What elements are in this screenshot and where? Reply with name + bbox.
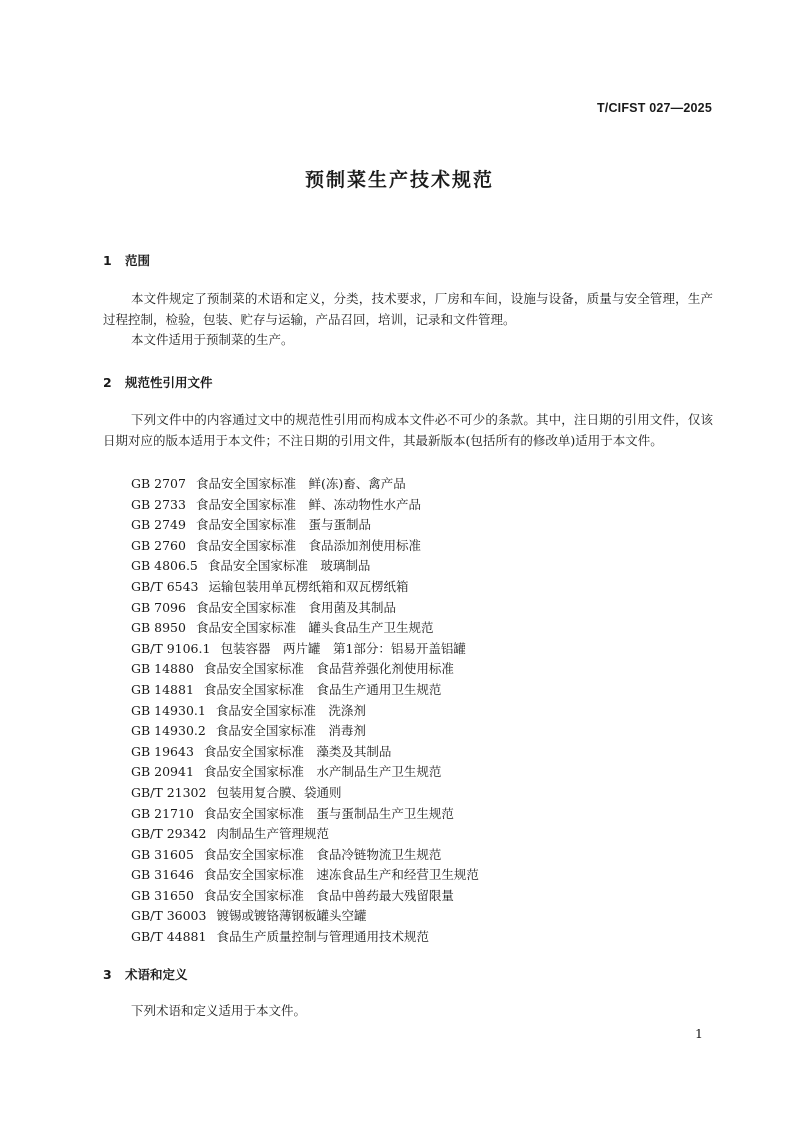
reference-title: 食品安全国家标准 食品生产通用卫生规范 bbox=[203, 681, 442, 697]
reference-code: GB 14930.1 bbox=[131, 702, 206, 718]
reference-code: GB/T 9106.1 bbox=[131, 640, 211, 656]
scope-paragraph-2: 本文件适用于预制菜的生产。 bbox=[131, 332, 294, 347]
reference-title: 食品安全国家标准 食品营养强化剂使用标准 bbox=[203, 661, 454, 677]
reference-title: 运输包装用单瓦楞纸箱和双瓦楞纸箱 bbox=[208, 578, 409, 594]
reference-code: GB 7096 bbox=[131, 599, 186, 615]
reference-title: 食品安全国家标准 速冻食品生产和经营卫生规范 bbox=[203, 867, 479, 883]
reference-item bbox=[131, 762, 479, 783]
reference-title: 包装容器 两片罐 第1部分：铝易开盖铝罐 bbox=[220, 640, 466, 656]
reference-title: 食品安全国家标准 水产制品生产卫生规范 bbox=[203, 764, 442, 780]
reference-code: GB 31605 bbox=[131, 846, 194, 862]
document-code: T/CIFST 027—2025 bbox=[596, 101, 712, 115]
reference-code: GB/T 44881 bbox=[131, 929, 207, 945]
reference-item bbox=[131, 824, 479, 845]
reference-item bbox=[131, 701, 479, 722]
reference-item bbox=[131, 598, 479, 619]
section-title: 范围 bbox=[125, 253, 151, 268]
reference-title: 食品安全国家标准 藻类及其制品 bbox=[203, 743, 392, 759]
terms-intro-paragraph: 下列术语和定义适用于本文件。 bbox=[131, 1003, 307, 1018]
reference-code: GB 2707 bbox=[131, 476, 186, 491]
reference-code: GB 8950 bbox=[131, 620, 186, 636]
reference-item bbox=[131, 556, 479, 577]
normative-intro-paragraph: 下列文件中的内容通过文中的规范性引用而构成本文件必不可少的条款。其中，注日期的引用文件，仅该日期对应的版本适用于本文件；不注日期的引用文件，其最新版本(包括所有的修改单)适用于本文件。 bbox=[103, 412, 713, 448]
reference-title: 食品安全国家标准 蛋与蛋制品 bbox=[195, 517, 371, 533]
reference-item bbox=[131, 577, 479, 598]
reference-title: 食品安全国家标准 食品冷链物流卫生规范 bbox=[203, 846, 442, 862]
reference-item bbox=[131, 865, 479, 886]
reference-title: 镀锡或镀铬薄钢板罐头空罐 bbox=[216, 908, 367, 924]
reference-code: GB/T 29342 bbox=[131, 826, 207, 842]
reference-title: 食品安全国家标准 食用菌及其制品 bbox=[195, 599, 396, 615]
reference-code: GB 14880 bbox=[131, 661, 194, 677]
reference-item bbox=[131, 886, 479, 907]
reference-code: GB 31650 bbox=[131, 887, 194, 903]
reference-title: 食品安全国家标准 玻璃制品 bbox=[207, 558, 371, 574]
reference-code: GB/T 6543 bbox=[131, 578, 199, 594]
reference-code: GB 14930.2 bbox=[131, 723, 206, 739]
reference-item bbox=[131, 927, 479, 948]
reference-code: GB/T 36003 bbox=[131, 908, 207, 924]
reference-item bbox=[131, 618, 479, 639]
reference-code: GB 21710 bbox=[131, 805, 194, 821]
reference-title: 食品安全国家标准 食品中兽药最大残留限量 bbox=[203, 887, 454, 903]
scope-paragraph-1: 本文件规定了预制菜的术语和定义，分类，技术要求，厂房和车间，设施与设备，质量与安全管理，生产过程控制，检验，包装、贮存与运输，产品召回，培训，记录和文件管理。 bbox=[103, 291, 713, 327]
reference-title: 食品安全国家标准 鲜(冻)畜、禽产品 bbox=[195, 476, 406, 491]
reference-item bbox=[131, 515, 479, 536]
reference-title: 食品安全国家标准 蛋与蛋制品生产卫生规范 bbox=[203, 805, 454, 821]
reference-title: 食品安全国家标准 罐头食品生产卫生规范 bbox=[195, 620, 434, 636]
section-heading-terms bbox=[103, 965, 188, 983]
page-title: 预制菜生产技术规范 bbox=[304, 169, 494, 191]
section-number: 2 bbox=[103, 375, 112, 390]
reference-title: 食品安全国家标准 鲜、冻动物性水产品 bbox=[195, 496, 421, 512]
reference-title: 肉制品生产管理规范 bbox=[216, 826, 329, 842]
reference-item bbox=[131, 804, 479, 825]
reference-code: GB 4806.5 bbox=[131, 558, 198, 574]
reference-code: GB 31646 bbox=[131, 867, 194, 883]
reference-item bbox=[131, 474, 479, 495]
reference-code: GB 14881 bbox=[131, 681, 194, 697]
reference-code: GB 19643 bbox=[131, 743, 194, 759]
section-title: 规范性引用文件 bbox=[125, 375, 213, 390]
reference-code: GB/T 21302 bbox=[131, 784, 207, 800]
section-heading-scope bbox=[103, 251, 150, 269]
reference-title: 食品安全国家标准 消毒剂 bbox=[215, 723, 366, 739]
reference-code: GB 2749 bbox=[131, 517, 186, 533]
reference-item bbox=[131, 845, 479, 866]
page-number: 1 bbox=[695, 1026, 703, 1041]
reference-list bbox=[131, 474, 479, 948]
section-heading-normative bbox=[103, 373, 213, 391]
reference-item bbox=[131, 639, 479, 660]
reference-item bbox=[131, 536, 479, 557]
section-number: 1 bbox=[103, 253, 112, 268]
reference-code: GB 2760 bbox=[131, 537, 186, 553]
reference-item bbox=[131, 742, 479, 763]
section-title: 术语和定义 bbox=[125, 967, 188, 982]
reference-title: 包装用复合膜、袋通则 bbox=[216, 784, 342, 800]
reference-item bbox=[131, 495, 479, 516]
reference-item bbox=[131, 906, 479, 927]
reference-title: 食品安全国家标准 洗涤剂 bbox=[215, 702, 366, 718]
reference-item bbox=[131, 680, 479, 701]
reference-title: 食品生产质量控制与管理通用技术规范 bbox=[216, 929, 429, 945]
reference-item bbox=[131, 783, 479, 804]
reference-item bbox=[131, 721, 479, 742]
reference-code: GB 20941 bbox=[131, 764, 194, 780]
reference-title: 食品安全国家标准 食品添加剂使用标准 bbox=[195, 537, 421, 553]
reference-item bbox=[131, 659, 479, 680]
reference-code: GB 2733 bbox=[131, 496, 186, 512]
section-number: 3 bbox=[103, 967, 112, 982]
